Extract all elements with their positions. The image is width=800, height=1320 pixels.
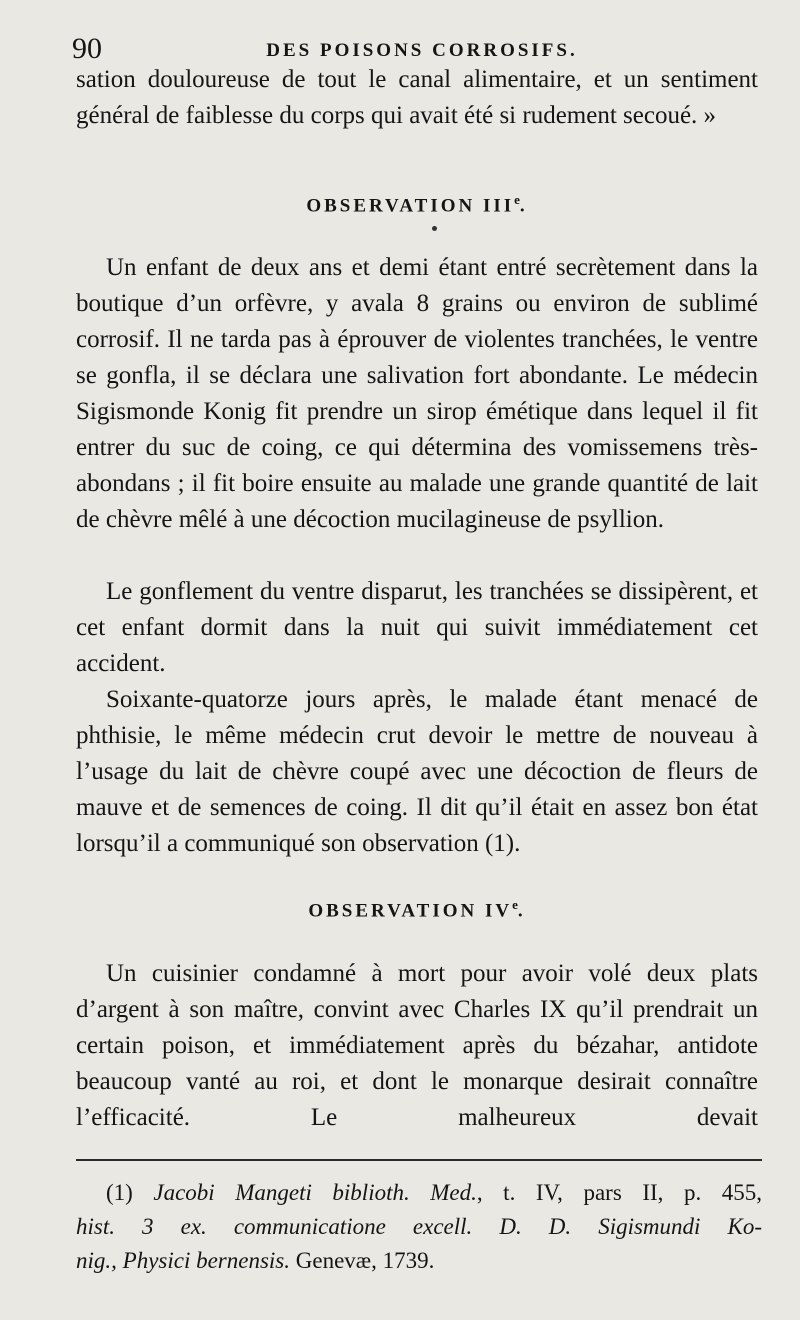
footnote-rule <box>76 1159 762 1161</box>
footnote-line-3 <box>76 1244 762 1278</box>
page-number: 90 <box>72 32 102 65</box>
observation-heading-label: OBSERVATION IV <box>308 900 513 922</box>
paragraph-case-cook: Un cuisinier condamné à mort pour avoir volé deux plats d’argent à son maître, convint avec Charles IX qu’il prendrait un certain poison, et immédiatement après du bézahar, antidote beaucoup vanté au roi, et dont le monarque desirait connaître l’efficacité. Le malheureux devait <box>76 960 758 1131</box>
observation-heading-4 <box>76 897 758 922</box>
footnote <box>76 1176 762 1278</box>
observation-heading-sup: e <box>512 897 518 912</box>
footnote-source-communication: hist. 3 ex. communicatione excell. D. D. Sigismundi Ko- <box>76 1214 762 1239</box>
footnote-source-author: nig., Physici bernensis. <box>76 1248 290 1273</box>
footnote-line-1 <box>76 1176 762 1210</box>
footnote-source-ref: , t. IV, pars II, p. 455, <box>476 1180 762 1205</box>
paragraph-continuation: sation douloureuse de tout le canal alimentaire, et un sentiment général de faiblesse du corps qui avait été si rudement secoué. » <box>76 66 758 129</box>
observation-heading-sup: e <box>514 192 520 207</box>
paragraph-case-child: Un enfant de deux ans et demi étant entré secrètement dans la boutique d’un orfèvre, y avala 8 grains ou environ de sublimé corrosif. Il ne tarda pas à éprouver de violentes tranchées, le ventre se gonfla, il se déclara une salivation fort abondante. Le médecin Sigismonde Konig fit prendre un sirop émétique dans lequel il fit entrer du suc de coing, ce qui détermina des vomissemens très-abondans ; il fit boire ensuite au malade une grande quantité de lait de chèvre mêlé à une décoction mucilagineuse de psyllion. <box>76 254 758 533</box>
observation-heading-3 <box>76 192 758 217</box>
footnote-source-title: Jacobi Mangeti biblioth. Med. <box>153 1180 477 1205</box>
footnote-marker: (1) <box>106 1180 133 1205</box>
running-title: DES POISONS CORROSIFS. <box>266 40 578 61</box>
observation-heading-label: OBSERVATION III <box>306 195 515 217</box>
running-head <box>72 32 772 66</box>
paragraph-follow-up: Soixante-quatorze jours après, le malade étant menacé de phthisie, le même médecin crut devoir le mettre de nouveau à l’usage du lait de chèvre coupé avec une décoction de fleurs de mauve et de semences de coing. Il dit qu’il était en assez bon état lorsqu’il a communiqué son observation (1). <box>76 686 758 857</box>
footnote-line-2 <box>76 1210 762 1244</box>
footnote-source-place: Genevæ, 1739. <box>290 1248 435 1273</box>
ornament-dot <box>432 226 437 231</box>
observation-heading-suffix: . <box>517 900 526 922</box>
observation-heading-suffix: . <box>519 195 528 217</box>
paragraph-recovery: Le gonflement du ventre disparut, les tranchées se dissipèrent, et cet enfant dormit dans la nuit qui suivit immédiatement cet accident. <box>76 578 758 677</box>
